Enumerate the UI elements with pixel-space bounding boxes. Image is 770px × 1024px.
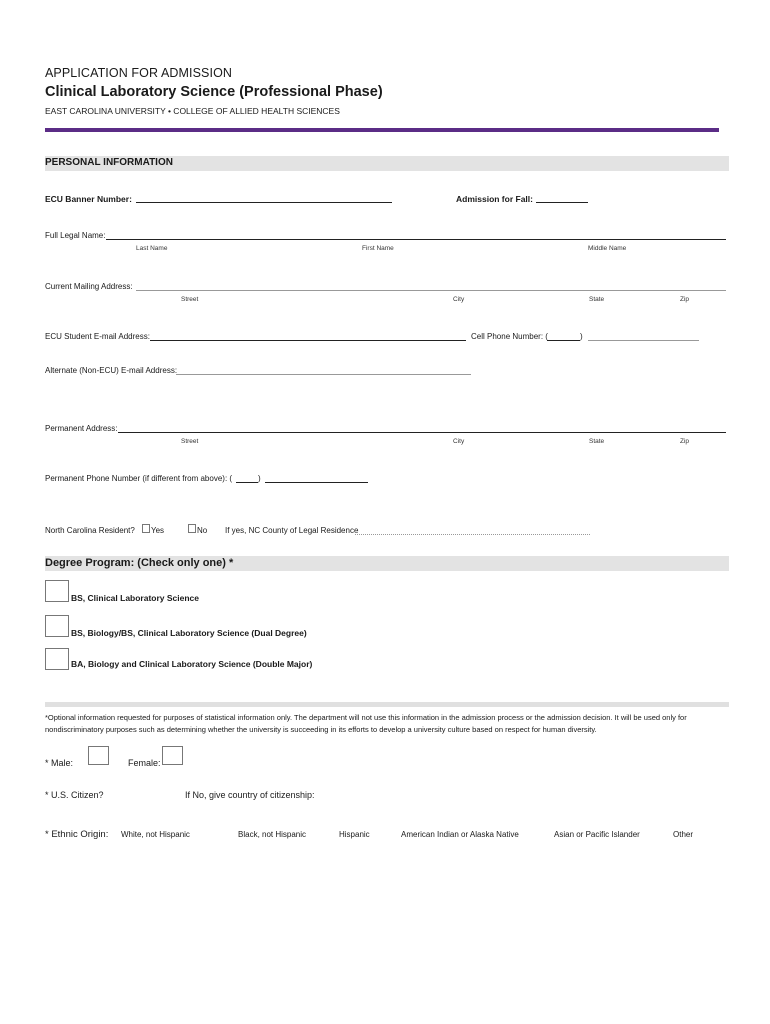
first-name-caption: First Name [362, 245, 394, 252]
female-label: Female: [128, 758, 161, 768]
perm-phone-paren: ) [258, 474, 261, 483]
degree-option-cls-checkbox[interactable] [45, 580, 69, 602]
institution-line: EAST CAROLINA UNIVERSITY • COLLEGE OF ALLIED HEALTH SCIENCES [45, 106, 340, 116]
citizenship-country-label: If No, give country of citizenship: [185, 790, 315, 800]
banner-number-field[interactable] [136, 202, 392, 203]
personal-info-header [45, 156, 729, 171]
ecu-email-label: ECU Student E-mail Address: [45, 332, 150, 341]
optional-info-note: *Optional information requested for purposes of statistical information only. The department will not use this information in the admission process or the admission decision. It will be used only for nondiscriminatory purposes such as determining whether the university is succeeding in its efforts to develop a university culture based on respect for human diversity. [45, 713, 687, 734]
middle-name-caption: Middle Name [588, 245, 627, 252]
form-title: APPLICATION FOR ADMISSION [45, 66, 233, 80]
header-divider [45, 128, 719, 132]
ecu-email-field[interactable] [150, 340, 466, 341]
nc-county-label: If yes, NC County of Legal Residence [225, 526, 359, 535]
perm-phone-label: Permanent Phone Number (if different from above): ( [45, 474, 233, 483]
nc-resident-no-checkbox[interactable] [188, 524, 196, 533]
nc-resident-no-label: No [197, 526, 208, 535]
mailing-address-label: Current Mailing Address: [45, 282, 133, 291]
degree-option-double-label: BA, Biology and Clinical Laboratory Science (Double Major) [71, 659, 313, 669]
perm-phone-area-field[interactable] [236, 482, 258, 483]
ethnic-option-other[interactable]: Other [673, 830, 694, 839]
perm-city-caption: City [453, 438, 465, 445]
degree-program-header [45, 556, 729, 571]
degree-option-dual-checkbox[interactable] [45, 615, 69, 637]
degree-option-cls-label: BS, Clinical Laboratory Science [71, 593, 200, 603]
last-name-caption: Last Name [136, 245, 168, 252]
program-title: Clinical Laboratory Science (Professional Phase) [45, 84, 383, 100]
perm-phone-number-field[interactable] [265, 482, 368, 483]
alt-email-label: Alternate (Non-ECU) E-mail Address: [45, 366, 178, 375]
cell-phone-label: Cell Phone Number: ( [471, 332, 548, 341]
degree-option-dual-label: BS, Biology/BS, Clinical Laboratory Science (Dual Degree) [71, 628, 307, 638]
perm-zip-caption: Zip [680, 438, 690, 445]
permanent-address-field[interactable] [118, 432, 726, 433]
mailing-zip-caption: Zip [680, 296, 690, 303]
nc-resident-label: North Carolina Resident? [45, 526, 135, 535]
mailing-address-field[interactable] [136, 290, 726, 291]
us-citizen-label: * U.S. Citizen? [45, 790, 104, 800]
banner-number-label: ECU Banner Number: [45, 194, 132, 204]
ethnic-option-black[interactable]: Black, not Hispanic [238, 830, 307, 839]
cell-phone-paren: ) [580, 332, 583, 341]
ethnic-option-white[interactable]: White, not Hispanic [121, 830, 190, 839]
legal-name-field[interactable] [106, 239, 726, 240]
degree-program-title: Degree Program: (Check only one) * [45, 557, 234, 569]
cell-phone-area-field[interactable] [547, 340, 580, 341]
admission-fall-field[interactable] [536, 202, 588, 203]
mailing-state-caption: State [589, 296, 605, 303]
legal-name-label: Full Legal Name: [45, 231, 106, 240]
nc-resident-yes-label: Yes [151, 526, 165, 535]
ethnic-origin-label: * Ethnic Origin: [45, 829, 109, 840]
perm-street-caption: Street [181, 438, 199, 445]
nc-county-field[interactable] [355, 534, 590, 535]
mailing-street-caption: Street [181, 296, 199, 303]
perm-state-caption: State [589, 438, 605, 445]
ethnic-option-american-indian[interactable]: American Indian or Alaska Native [401, 830, 519, 839]
permanent-address-label: Permanent Address: [45, 424, 118, 433]
ethnic-option-hispanic[interactable]: Hispanic [339, 830, 370, 839]
nc-resident-yes-checkbox[interactable] [142, 524, 150, 533]
ethnic-option-asian[interactable]: Asian or Pacific Islander [554, 830, 640, 839]
male-label: * Male: [45, 758, 74, 768]
personal-info-title: PERSONAL INFORMATION [45, 157, 173, 168]
optional-divider [45, 702, 729, 707]
female-checkbox[interactable] [162, 746, 183, 765]
admission-fall-label: Admission for Fall: [456, 194, 533, 204]
mailing-city-caption: City [453, 296, 465, 303]
cell-phone-number-field[interactable] [588, 340, 699, 341]
degree-option-double-checkbox[interactable] [45, 648, 69, 670]
alt-email-field[interactable] [176, 374, 471, 375]
male-checkbox[interactable] [88, 746, 109, 765]
